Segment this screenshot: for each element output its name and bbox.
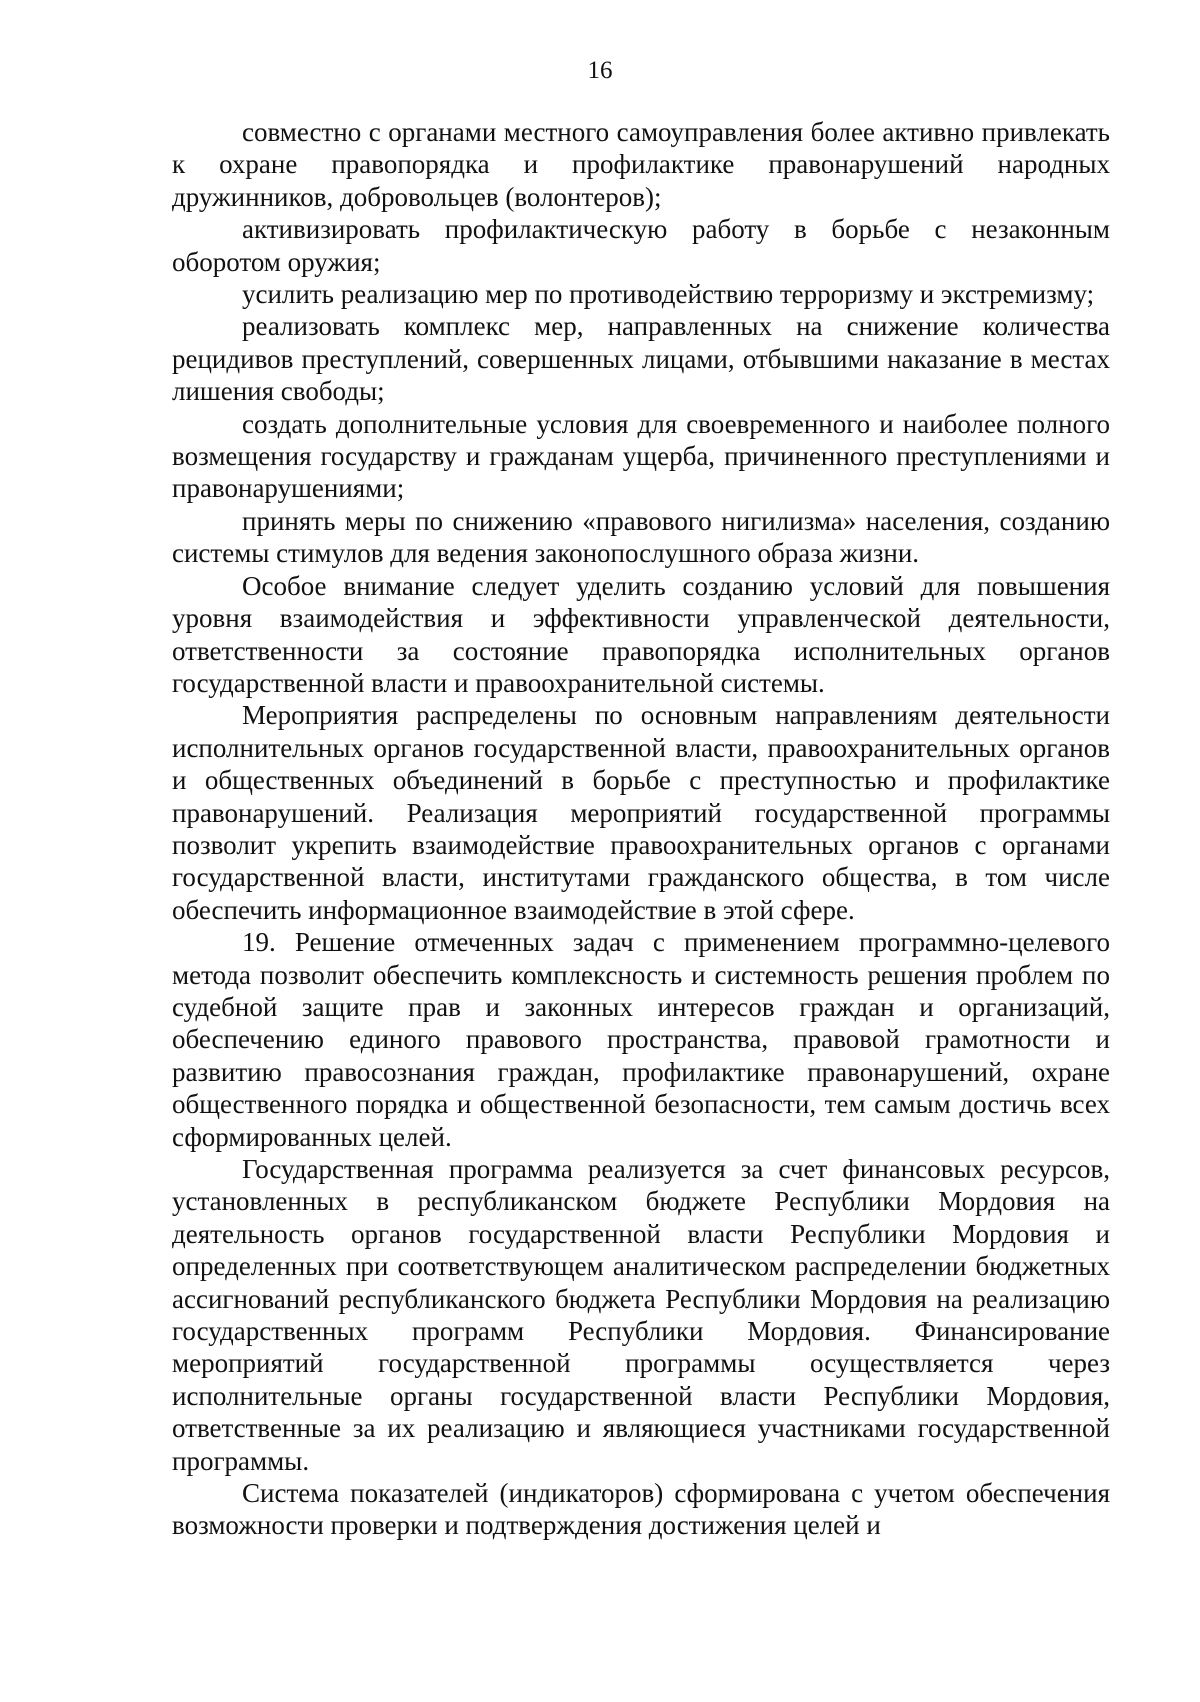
paragraph-item-1: совместно с органами местного самоуправления более активно привлекать к охране правопорядка и профилактике правонарушений народных дружинников, добровольцев (волонтеров);: [172, 117, 1110, 212]
paragraph-special-attention: Особое внимание следует уделить созданию условий для повышения уровня взаимодействия и эффективности управленческой деятельности, ответственности за состояние правопорядка исполнительных органов государственной власти и правоохранительной системы.: [172, 570, 1110, 698]
paragraph-item-5: создать дополнительные условия для своевременного и наиболее полного возмещения государству и гражданам ущерба, причиненного преступлениями и правонарушениями;: [172, 408, 1110, 504]
paragraph-section-19: 19. Решение отмеченных задач с применением программно-целевого метода позволит обеспечить комплексность и системность решения проблем по судебной защите прав и законных интересов граждан и организаций, обеспечению единого правового пространства, правовой грамотности и развитию правосознания граждан, профилактике правонарушений, охране общественного порядка и общественной безопасности, тем самым достичь всех сформированных целей.: [172, 927, 1110, 1152]
document-body: [172, 116, 1110, 1542]
paragraph-item-2: активизировать профилактическую работу в борьбе с незаконным оборотом оружия;: [172, 214, 1110, 277]
paragraph-item-6: принять меры по снижению «правового нигилизма» населения, созданию системы стимулов для ведения законопослушного образа жизни.: [172, 505, 1110, 569]
paragraph-item-3: усилить реализацию мер по противодействию терроризму и экстремизму;: [242, 279, 1095, 310]
paragraph-indicators: Система показателей (индикаторов) сформирована с учетом обеспечения возможности проверки и подтверждения достижения целей и: [172, 1478, 1110, 1541]
page-number: 16: [587, 57, 613, 84]
paragraph-financing: Государственная программа реализуется за счет финансовых ресурсов, установленных в республиканском бюджете Республики Мордовия на деятельность органов государственной власти Республики Мордовия и определенных при соответствующем аналитическом распределении бюджетных ассигнований республиканского бюджета Республики Мордовия на реализацию государственных программ Республики Мордовия. Финансирование мероприятий государственной программы осуществляется через исполнительные органы государственной власти Республики Мордовия, ответственные за их реализацию и являющиеся участниками государственной программы.: [172, 1154, 1110, 1476]
paragraph-measures: Мероприятия распределены по основным направлениям деятельности исполнительных органов государственной власти, правоохранительных органов и общественных объединений в борьбе с преступностью и профилактике правонарушений. Реализация мероприятий государственной программы позволит укрепить взаимодействие правоохранительных органов с органами государственной власти, институтами гражданского общества, в том числе обеспечить информационное взаимодействие в этой сфере.: [172, 700, 1110, 925]
paragraph-item-4: реализовать комплекс мер, направленных на снижение количества рецидивов преступлений, совершенных лицами, отбывшими наказание в местах лишения свободы;: [172, 311, 1110, 407]
